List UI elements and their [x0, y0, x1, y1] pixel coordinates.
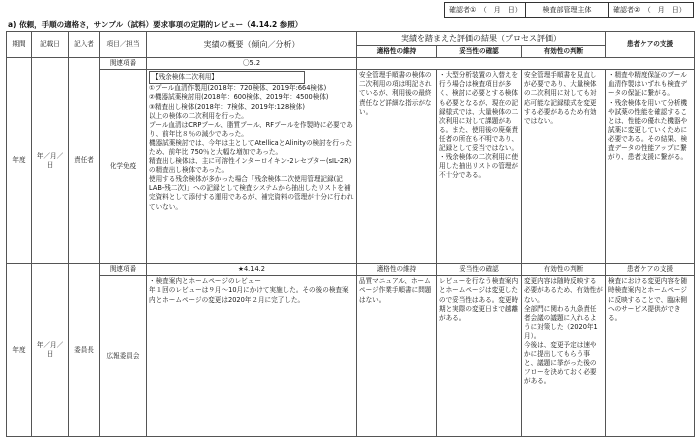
row1-summary	[147, 70, 357, 264]
summary-line: 使用する残余検体が多かった場合「残余検体二次使用管理記録(記LAB-残二次)」への記録として検査システムから抽出したリストを補完資料として添付する運用であるが、補完資料の管理が十分に行われていない。	[149, 175, 354, 211]
summary-line: 以上の検体の二次利用を行った。	[149, 111, 248, 120]
effect-line: 今後は、変更予定は速やかに提出してもらう事と、議題に挙がった後のフローを決めておく必要がある。	[524, 340, 597, 386]
row1-effect: 安全管理手順書を見直しが必要であり、大量検体の二次利用に対しても対応可能な記録様式を変更する必要があるため有効ではない。	[522, 70, 606, 264]
row1-care	[606, 70, 695, 264]
row1-related-label: 関連項番	[100, 58, 147, 70]
header-maintain: 適格性の維持	[357, 46, 437, 58]
row2-sub-maintain: 適格性の維持	[357, 264, 437, 276]
row1-related-filler	[357, 58, 695, 70]
summary-line: プール血清はCRPプール、脂質プール、RFプールを作製時に必要であり、前年比８％の減少であった。	[149, 120, 353, 138]
header-patient-care: 患者ケアの支援	[606, 32, 695, 58]
summary-line: 機器試薬検討では、今年は主としてAtellicaとAlinityの検討を行ったため、前年比 750％と大幅な増加であった。	[149, 138, 353, 156]
header-period: 期間	[7, 32, 32, 58]
header-effect: 有効性の判断	[522, 46, 606, 58]
confirmer-1: 確認者① （ 月 日）	[449, 6, 522, 14]
valid-line: ・残余検体の二次利用に使用した抽出リストの管理が不十分である。	[439, 153, 519, 180]
summary-line: ③精査出し検体(2018年：7検体、2019年:128検体)	[149, 102, 305, 111]
section-title: a) 依頼，手順の適格さ，サンプル（試料）要求事項の定期的レビュー（4.14.2 参照）	[8, 20, 303, 29]
row2-care: 検査における変更内容を随時検査案内とホームページに反映することで、臨床側へのサービス提供ができる。	[606, 276, 695, 437]
lab-management: 検査部管理主体	[525, 3, 608, 17]
summary-line: 年１回のレビューは９月～10月にかけて実施した。その後の検査案内とホームページの変更は2020年２月に完了した。	[149, 286, 349, 304]
header-person: 記入者	[69, 32, 100, 58]
row1-maintain: 安全管理手順書の検体の二次利用の項は明記されているが、利用後の最終責任など詳細な指示がない。	[357, 70, 437, 264]
summary-line: ①プール血清作製用(2018年：720検体、2019年:664検体)	[149, 84, 327, 93]
row2-related-no: ★4.14.2	[147, 264, 357, 276]
row2-sub-valid: 妥当性の確認	[437, 264, 522, 276]
care-line: ・残余検体を用いて分析機や試薬の性能を確認することは、性能の優れた機器や試薬に変更していくために必要である。その結果、検査データの性能アップに繋がり、患者支援に繋がる。	[608, 98, 688, 162]
row2-valid: レビューを行なう検査案内とホームページは変更したので妥当性はある。変更時期と実際の変更日まで越離がある。	[437, 276, 522, 437]
summary-line: ・検査案内とホームページのレビュー	[149, 277, 261, 286]
row1-valid	[437, 70, 522, 264]
row2-sub-care: 患者ケアの支援	[606, 264, 695, 276]
header-evaluation: 実績を踏まえた評価の結果（プロセス評価）	[357, 32, 606, 46]
row2-period: 年度	[7, 264, 32, 437]
row1-box-title: 【残余検体二次利用】	[149, 71, 305, 84]
header-date: 記載日	[32, 32, 69, 58]
review-table	[6, 31, 695, 437]
header-item: 項目／担当	[100, 32, 147, 58]
row1-period: 年度	[7, 58, 32, 264]
header-summary: 実績の概要（傾向／分析）	[147, 32, 357, 58]
summary-line: ②機器試薬検討用(2018年：600検体、2019年：4500検体)	[149, 93, 329, 102]
row1-related-no: 〇5.2	[147, 58, 357, 70]
summary-line: 精査出し検体は、主に可溶性インターロイキン-2レセプター(sIL-2R)の精査出し検体であった。	[149, 157, 352, 175]
confirmation-box	[444, 2, 694, 18]
row2-person: 委員長	[69, 264, 100, 437]
care-line: ・精査や精度保証のプール血清作製はいずれも検査データの保証に繋がる。	[608, 71, 688, 98]
effect-line: 変更内容は随時反映する必要があるため、有効性がない。	[524, 277, 603, 304]
row2-effect	[522, 276, 606, 437]
row1-date: 年／月／日	[32, 58, 69, 264]
row2-summary	[147, 276, 357, 437]
row2-item: 広報委員会	[100, 276, 147, 437]
row2-sub-effect: 有効性の判断	[522, 264, 606, 276]
effect-line: 全部門に関わる九条責任者会議の議題に入れるように対策した（2020年1月）。	[524, 304, 598, 340]
row2-related-label: 関連項番	[100, 264, 147, 276]
valid-line: ・大型分析装置の入替えを行う場合は検査項目が多く、検討に必要とする検体も必要となるが、現在の記録様式では、大量検体の二次利用に対して課題がある。また、使用後の廃棄責任者の所在も不明であり、記録として妥当ではない。	[439, 71, 519, 152]
row1-item: 化学免疫	[100, 70, 147, 264]
row2-maintain: 品質マニュアル、ホームページ作業手順書に問題はない。	[357, 276, 437, 437]
header-valid: 妥当性の確認	[437, 46, 522, 58]
row2-date: 年／月／日	[32, 264, 69, 437]
row1-person: 責任者	[69, 58, 100, 264]
confirmer-2: 確認者② （ 月 日）	[608, 3, 693, 17]
